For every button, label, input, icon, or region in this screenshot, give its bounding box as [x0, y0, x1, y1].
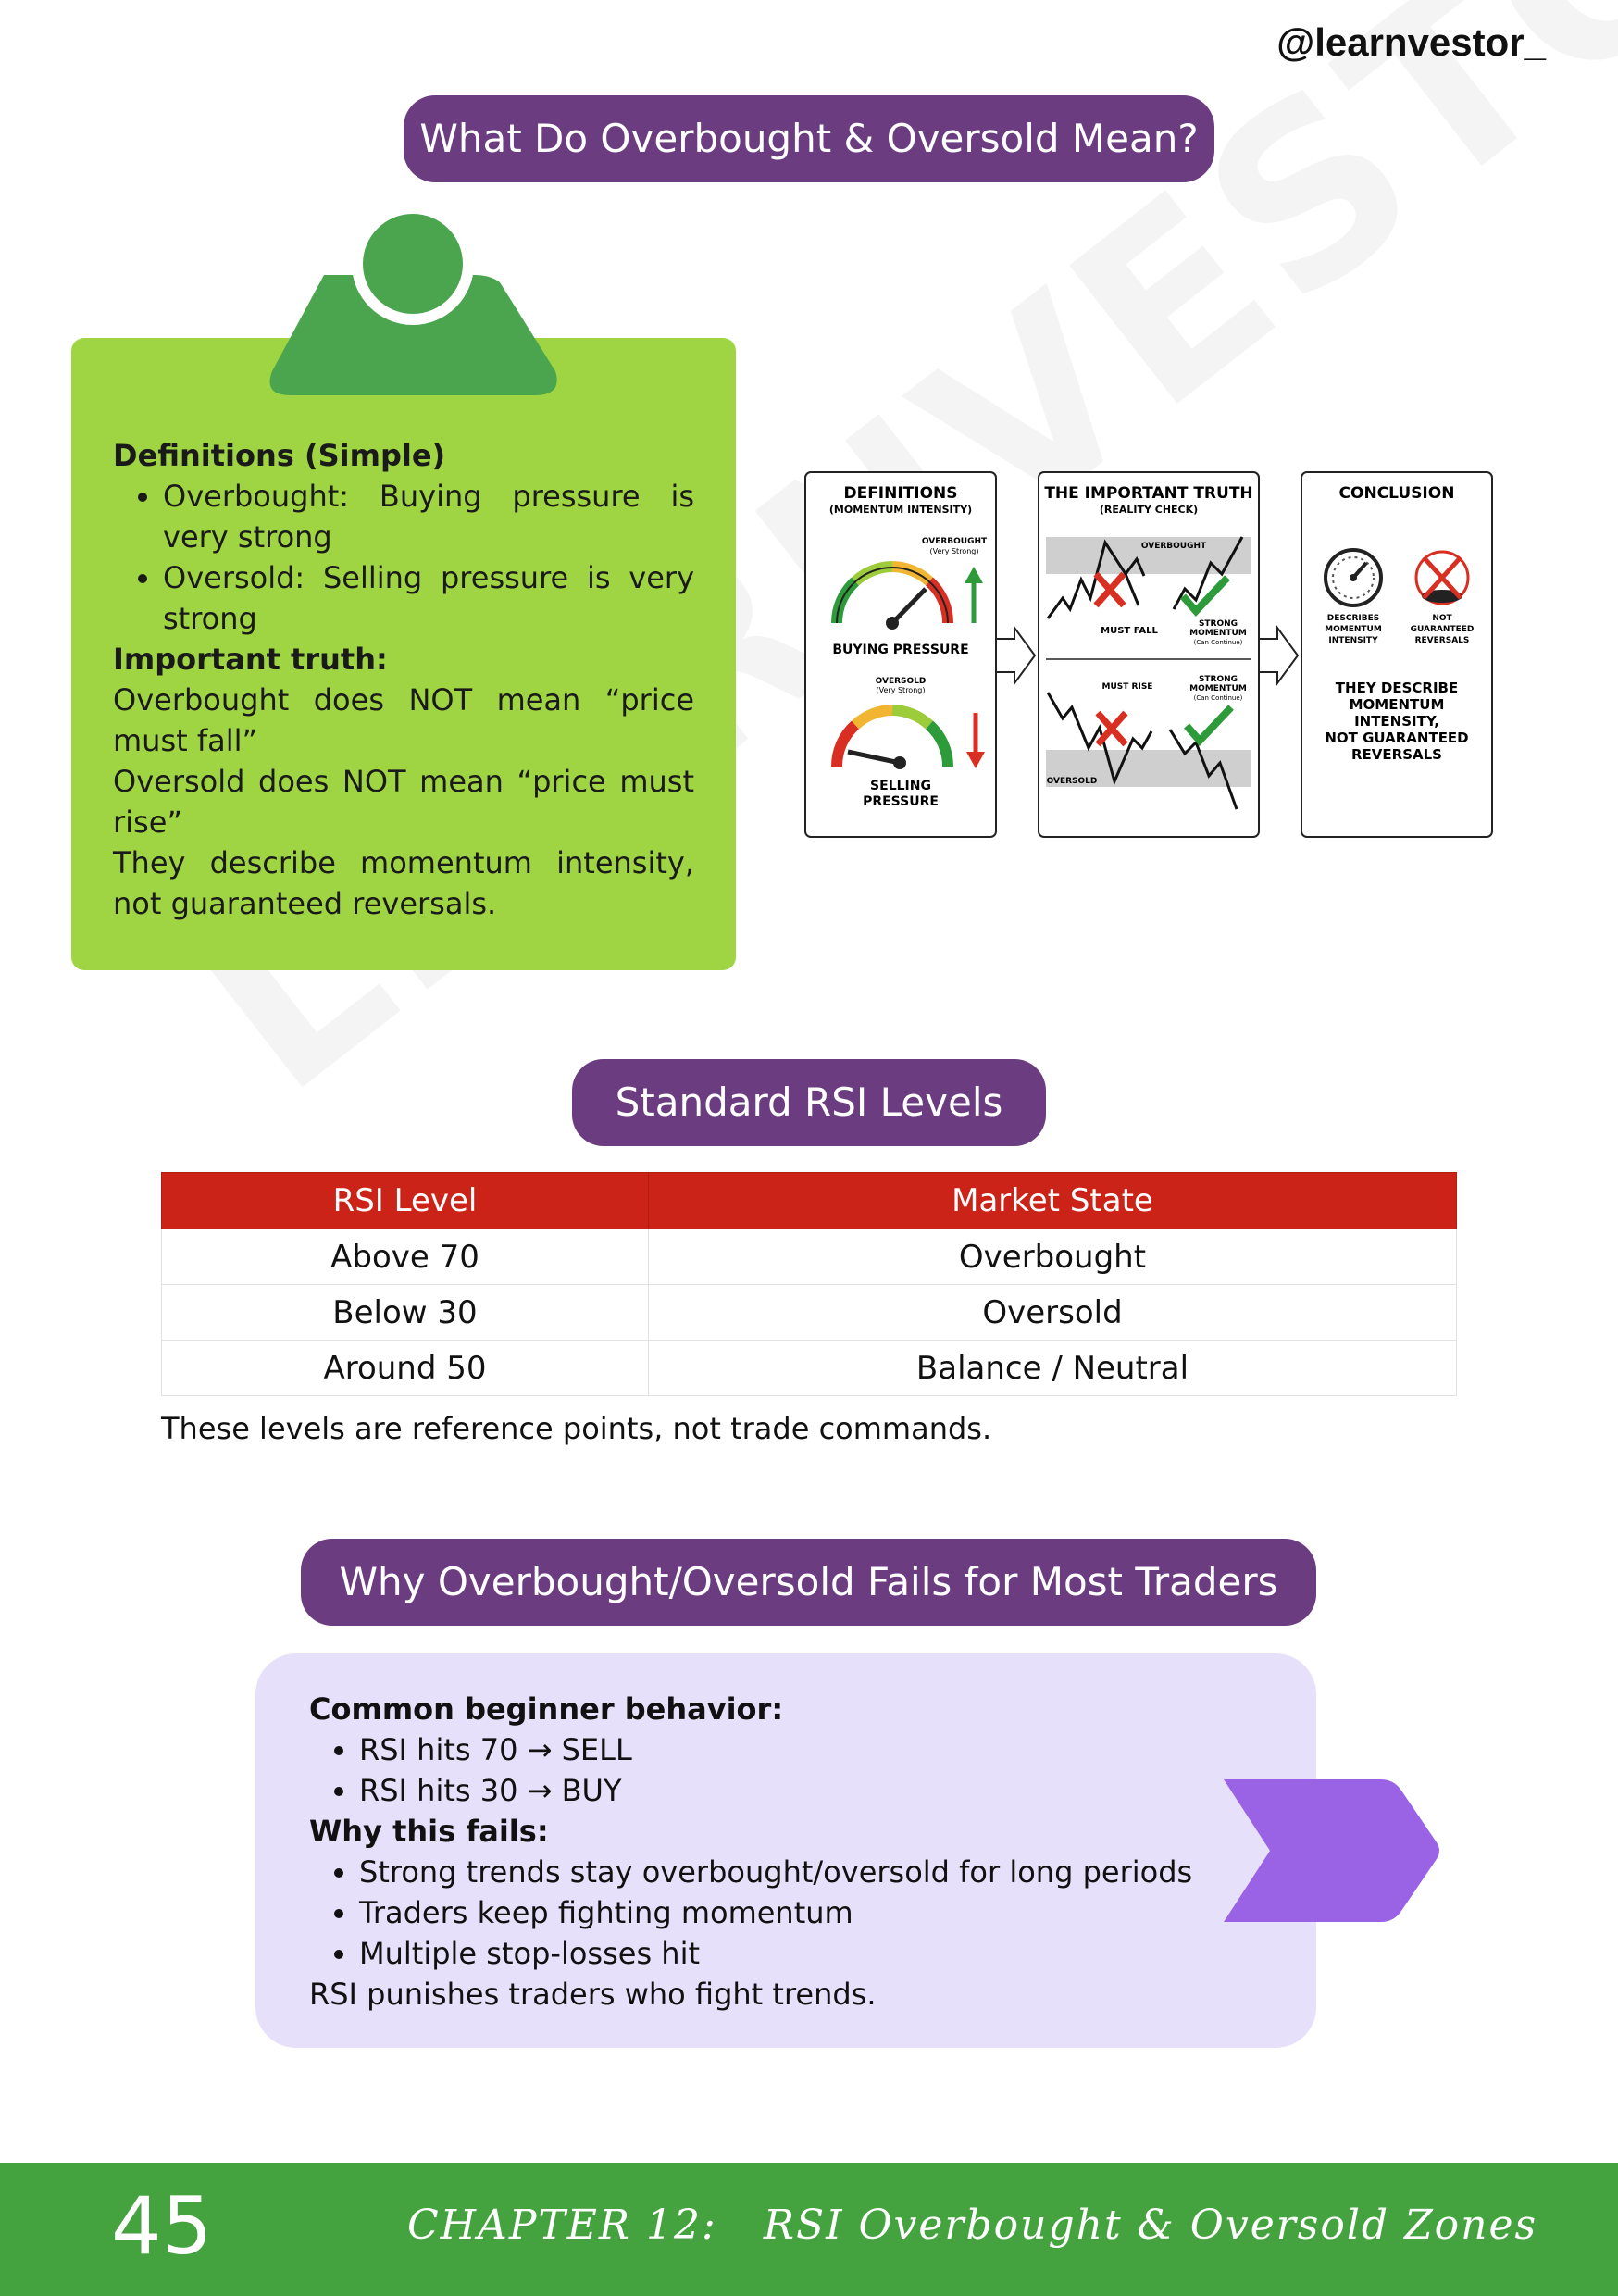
- table-row: [162, 1285, 1457, 1341]
- column-header-market-state: Market State: [648, 1173, 1456, 1229]
- table-cell: Balance / Neutral: [648, 1341, 1456, 1396]
- person-icon: [267, 208, 559, 397]
- list-item: • Traders keep fighting momentum: [359, 1892, 1290, 1933]
- svg-text:(Can Continue): (Can Continue): [1193, 639, 1243, 646]
- list-item: • Strong trends stay overbought/oversold for long periods: [359, 1852, 1290, 1892]
- definition-oversold: • Oversold: Selling pressure is very strong: [163, 557, 694, 639]
- definitions-content: [113, 435, 694, 924]
- truth-heading: Important truth:: [113, 642, 388, 677]
- svg-text:INTENSITY: INTENSITY: [1328, 636, 1378, 645]
- chapter-title: RSI Overbought & Oversold Zones: [763, 2202, 1538, 2249]
- svg-text:SELLING: SELLING: [870, 779, 931, 793]
- svg-text:MUST RISE: MUST RISE: [1101, 682, 1153, 692]
- section-title-why-fails: Why Overbought/Oversold Fails for Most Traders: [301, 1539, 1316, 1626]
- svg-text:(MOMENTUM INTENSITY): (MOMENTUM INTENSITY): [828, 504, 973, 516]
- svg-text:NOT GUARANTEED: NOT GUARANTEED: [1325, 730, 1469, 746]
- chapter-line: [407, 2202, 1537, 2249]
- table-row: [162, 1229, 1457, 1285]
- svg-text:THE IMPORTANT TRUTH: THE IMPORTANT TRUTH: [1044, 484, 1253, 503]
- svg-text:STRONG: STRONG: [1198, 675, 1238, 684]
- svg-text:CONCLUSION: CONCLUSION: [1338, 484, 1455, 503]
- section-title-overbought-oversold: What Do Overbought & Oversold Mean?: [404, 95, 1214, 182]
- svg-text:OVERSOLD: OVERSOLD: [1046, 777, 1098, 786]
- behavior-list: [309, 1729, 1290, 1811]
- definitions-heading: Definitions (Simple): [113, 438, 446, 473]
- svg-text:THEY DESCRIBE: THEY DESCRIBE: [1335, 680, 1459, 696]
- behavior-heading: Common beginner behavior:: [309, 1691, 784, 1727]
- truth-line-oversold: Oversold does NOT mean “price must rise”: [113, 764, 694, 840]
- svg-text:BUYING PRESSURE: BUYING PRESSURE: [832, 643, 969, 657]
- svg-text:MOMENTUM: MOMENTUM: [1189, 629, 1247, 638]
- svg-text:MUST FALL: MUST FALL: [1101, 626, 1158, 636]
- speedometer-icon: [1326, 550, 1381, 605]
- table-cell: Overbought: [648, 1229, 1456, 1285]
- rsi-levels-table: [161, 1172, 1457, 1396]
- svg-text:MOMENTUM: MOMENTUM: [1189, 684, 1247, 693]
- svg-text:STRONG: STRONG: [1198, 619, 1238, 629]
- author-handle: @learnvestor_: [1276, 20, 1546, 64]
- page-number: 45: [111, 2180, 213, 2273]
- svg-text:REVERSALS: REVERSALS: [1414, 636, 1470, 645]
- not-guaranteed-icon: [1416, 552, 1468, 604]
- svg-text:(Very Strong): (Very Strong): [929, 547, 979, 555]
- svg-text:(Very Strong): (Very Strong): [876, 686, 926, 694]
- fails-list: [309, 1852, 1290, 1974]
- rsi-levels-note: These levels are reference points, not trade commands.: [161, 1411, 992, 1446]
- svg-text:DESCRIBES: DESCRIBES: [1326, 614, 1380, 623]
- svg-text:DEFINITIONS: DEFINITIONS: [843, 484, 958, 503]
- table-cell: Below 30: [162, 1285, 649, 1341]
- table-cell: Oversold: [648, 1285, 1456, 1341]
- fails-content: [309, 1689, 1290, 2015]
- closing-line: RSI punishes traders who fight trends.: [309, 1977, 877, 2012]
- svg-text:NOT: NOT: [1432, 614, 1452, 623]
- list-item: • Multiple stop-losses hit: [359, 1933, 1290, 1974]
- chapter-label: CHAPTER 12:: [407, 2202, 717, 2249]
- svg-text:(REALITY CHECK): (REALITY CHECK): [1099, 504, 1199, 516]
- table-cell: Around 50: [162, 1341, 649, 1396]
- svg-text:OVERSOLD: OVERSOLD: [875, 677, 927, 686]
- panel-conclusion: [1301, 472, 1492, 837]
- svg-text:OVERBOUGHT: OVERBOUGHT: [921, 537, 988, 546]
- section-title-rsi-levels: Standard RSI Levels: [572, 1059, 1046, 1146]
- arrow-right-icon: [996, 628, 1035, 683]
- table-header-row: [162, 1173, 1457, 1229]
- list-item: • RSI hits 70 → SELL: [359, 1729, 1290, 1770]
- truth-line-overbought: Overbought does NOT mean “price must fall”: [113, 682, 694, 758]
- svg-text:GUARANTEED: GUARANTEED: [1410, 625, 1475, 634]
- infographic: [803, 470, 1494, 844]
- column-header-rsi-level: RSI Level: [162, 1173, 649, 1229]
- svg-text:INTENSITY,: INTENSITY,: [1354, 713, 1439, 730]
- truth-line-summary: They describe momentum intensity, not guaranteed reversals.: [113, 845, 694, 921]
- svg-text:MOMENTUM: MOMENTUM: [1325, 625, 1382, 634]
- svg-text:(Can Continue): (Can Continue): [1193, 694, 1243, 702]
- svg-text:REVERSALS: REVERSALS: [1351, 746, 1442, 763]
- svg-text:OVERBOUGHT: OVERBOUGHT: [1140, 542, 1207, 551]
- table-cell: Above 70: [162, 1229, 649, 1285]
- fails-heading: Why this fails:: [309, 1814, 549, 1849]
- table-row: [162, 1341, 1457, 1396]
- svg-text:MOMENTUM: MOMENTUM: [1349, 696, 1445, 713]
- definitions-list: [113, 476, 694, 639]
- svg-text:PRESSURE: PRESSURE: [863, 794, 939, 809]
- definition-overbought: • Overbought: Buying pressure is very strong: [163, 476, 694, 557]
- list-item: • RSI hits 30 → BUY: [359, 1770, 1290, 1811]
- arrow-right-icon-2: [1259, 628, 1298, 683]
